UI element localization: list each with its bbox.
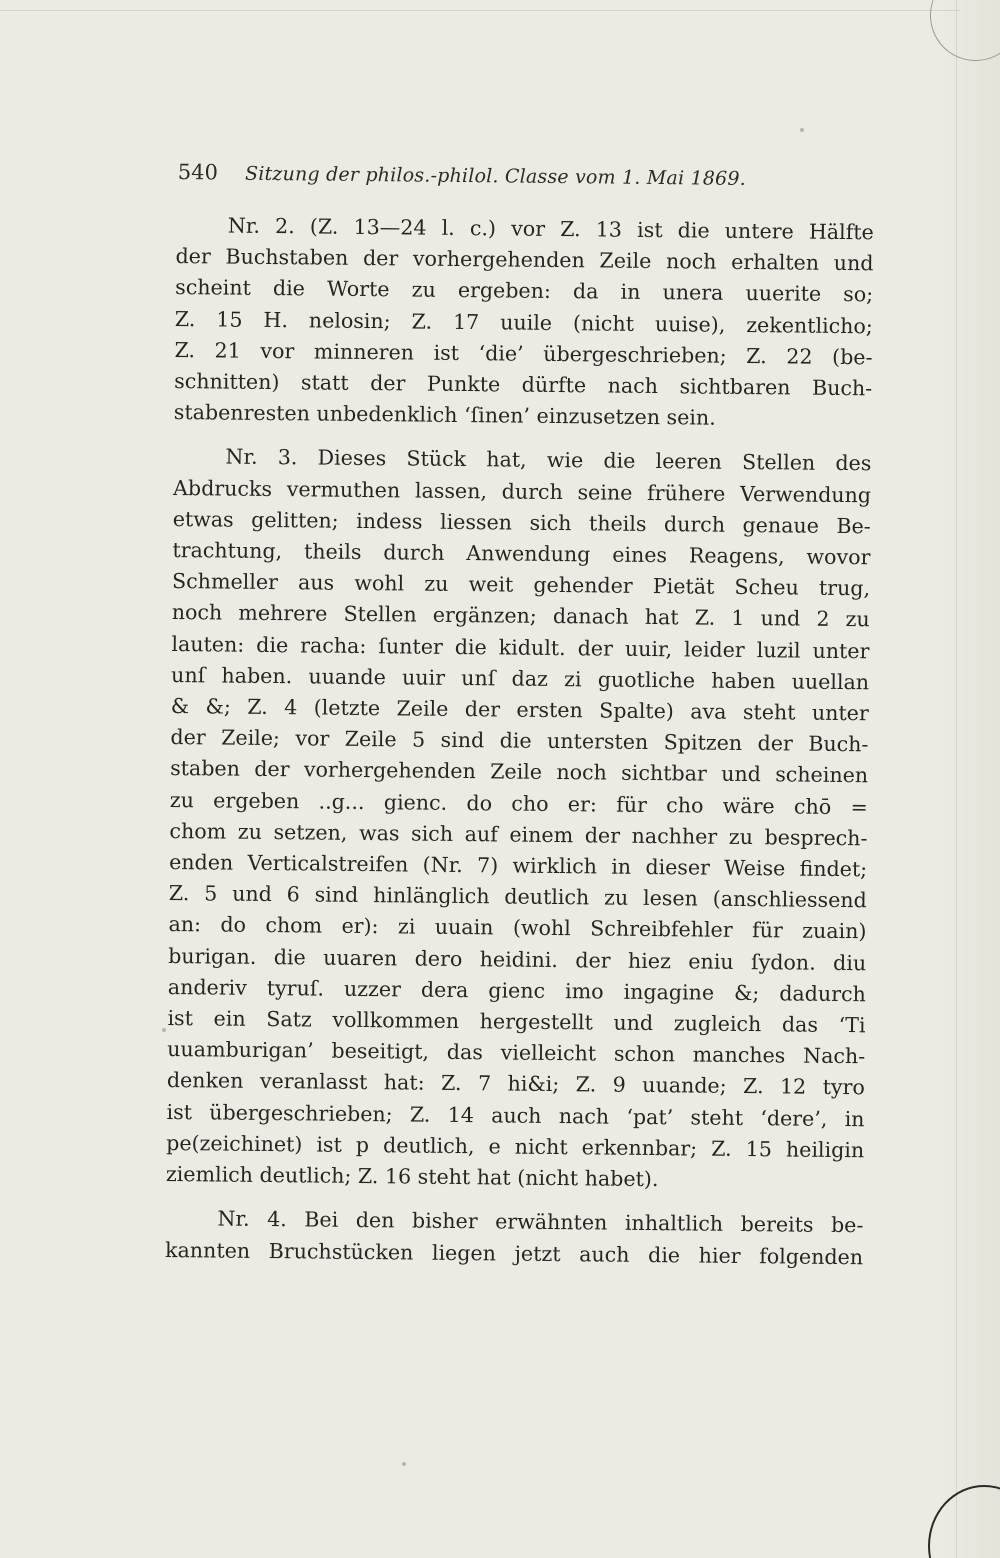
text-line: chom zu setzen, was sich auf einem der nachher zu besprech- bbox=[169, 818, 868, 851]
text-line: kannten Bruchstücken liegen jetzt auch die hier folgenden bbox=[164, 1237, 864, 1269]
speck bbox=[800, 128, 804, 132]
page-header bbox=[178, 160, 798, 190]
text-line: anderiv tyruſ. uzzer dera gienc imo ingagine &; dadurch bbox=[167, 974, 866, 1007]
text-line: Z. 5 und 6 sind hinlänglich deutlich zu lesen (anschliessend bbox=[168, 881, 867, 913]
text-line: ist übergeschrieben; Z. 14 auch nach ‘pat’ steht ‘dere’, in bbox=[166, 1099, 865, 1131]
text-line: scheint die Worte zu ergeben: da in unera uuerite so; bbox=[175, 275, 874, 307]
text-line: schnitten) statt der Punkte dürfte nach sichtbaren Buch- bbox=[174, 369, 873, 401]
text-line: noch mehrere Stellen ergänzen; danach hat Z. 1 und 2 zu bbox=[171, 600, 870, 632]
text-line: enden Verticalstreifen (Nr. 7) wirklich in dieser Weise findet; bbox=[169, 850, 868, 882]
page-number: 540 bbox=[177, 160, 219, 185]
text-line: ist ein Satz vollkommen hergestellt und zugleich das ‘Ti bbox=[167, 1006, 866, 1038]
text-line: trachtung, theils durch Anwendung eines Reagens, wovor bbox=[172, 538, 871, 570]
text-line: Z. 15 H. nelosin; Z. 17 uuile (nicht uuise), zekentlicho; bbox=[174, 306, 873, 338]
text-line: der Zeile; vor Zeile 5 sind die untersten Spitzen der Buch- bbox=[170, 725, 869, 757]
speck bbox=[402, 1462, 406, 1466]
top-corner-curl bbox=[923, 0, 1000, 68]
text-line: Nr. 2. (Z. 13—24 l. c.) vor Z. 13 ist die untere Hälfte bbox=[227, 213, 874, 245]
text-line: stabenresten unbedenklich ‘ſinen’ einzusetzen sein. bbox=[173, 400, 716, 430]
text-line: & &; Z. 4 (letzte Zeile der ersten Spalte) ava steht unter bbox=[170, 694, 869, 726]
text-line: unſ haben. uuande uuir unſ daz zi guotliche haben uuellan bbox=[171, 662, 870, 695]
text-line: der Buchstaben der vorhergehenden Zeile noch erhalten und bbox=[175, 244, 874, 276]
speck bbox=[162, 1028, 166, 1032]
text-line: staben der vorhergehenden Zeile noch sichtbar und scheinen bbox=[170, 756, 869, 788]
body-text bbox=[165, 210, 874, 1286]
text-line: burigan. die uuaren dero heidini. der hiez eniu ſydon. diu bbox=[168, 943, 867, 975]
paragraph bbox=[166, 441, 872, 1197]
text-line: an: do chom er): zi uuain (wohl Schreibfehler für zuain) bbox=[168, 912, 867, 944]
paragraph bbox=[174, 210, 874, 436]
paper-edge-shadow bbox=[940, 0, 1000, 1558]
text-line: Abdrucks vermuthen lassen, durch seine frühere Verwendung bbox=[172, 475, 872, 507]
text-line: denken veranlasst hat: Z. 7 hi&i; Z. 9 uuande; Z. 12 tyro bbox=[166, 1068, 865, 1100]
text-line: Nr. 3. Dieses Stück hat, wie die leeren Stellen des bbox=[225, 444, 872, 476]
text-line: uuamburigan’ beseitigt, das vielleicht schon manches Nach- bbox=[167, 1037, 866, 1069]
right-paper-edge bbox=[956, 0, 957, 1558]
text-line: etwas gelitten; indess liessen sich theils durch genaue Be- bbox=[172, 506, 871, 539]
text-line: pe(zeichinet) ist p deutlich, e nicht erkennbar; Z. 15 heiligin bbox=[166, 1130, 865, 1163]
text-line: Schmeller aus wohl zu weit gehender Pietät Scheu trug, bbox=[171, 569, 871, 601]
bottom-corner-curl bbox=[928, 1485, 1000, 1558]
text-line: Z. 21 vor minneren ist ‘die’ übergeschrieben; Z. 22 (be- bbox=[174, 337, 873, 370]
text-line: zu ergeben ..g... gienc. do cho er: für cho wäre chō = bbox=[169, 787, 868, 819]
paragraph bbox=[165, 1203, 864, 1273]
top-paper-edge bbox=[0, 10, 960, 11]
text-line: ziemlich deutlich; Z. 16 steht hat (nicht habet). bbox=[165, 1162, 659, 1192]
running-head: Sitzung der philos.-philol. Classe vom 1. Mai 1869. bbox=[244, 162, 747, 190]
text-line: Nr. 4. Bei den bisher erwähnten inhaltlich bereits be- bbox=[217, 1206, 864, 1238]
text-line: lauten: die racha: ſunter die kidult. der uuir, leider luzil unter bbox=[171, 631, 870, 663]
